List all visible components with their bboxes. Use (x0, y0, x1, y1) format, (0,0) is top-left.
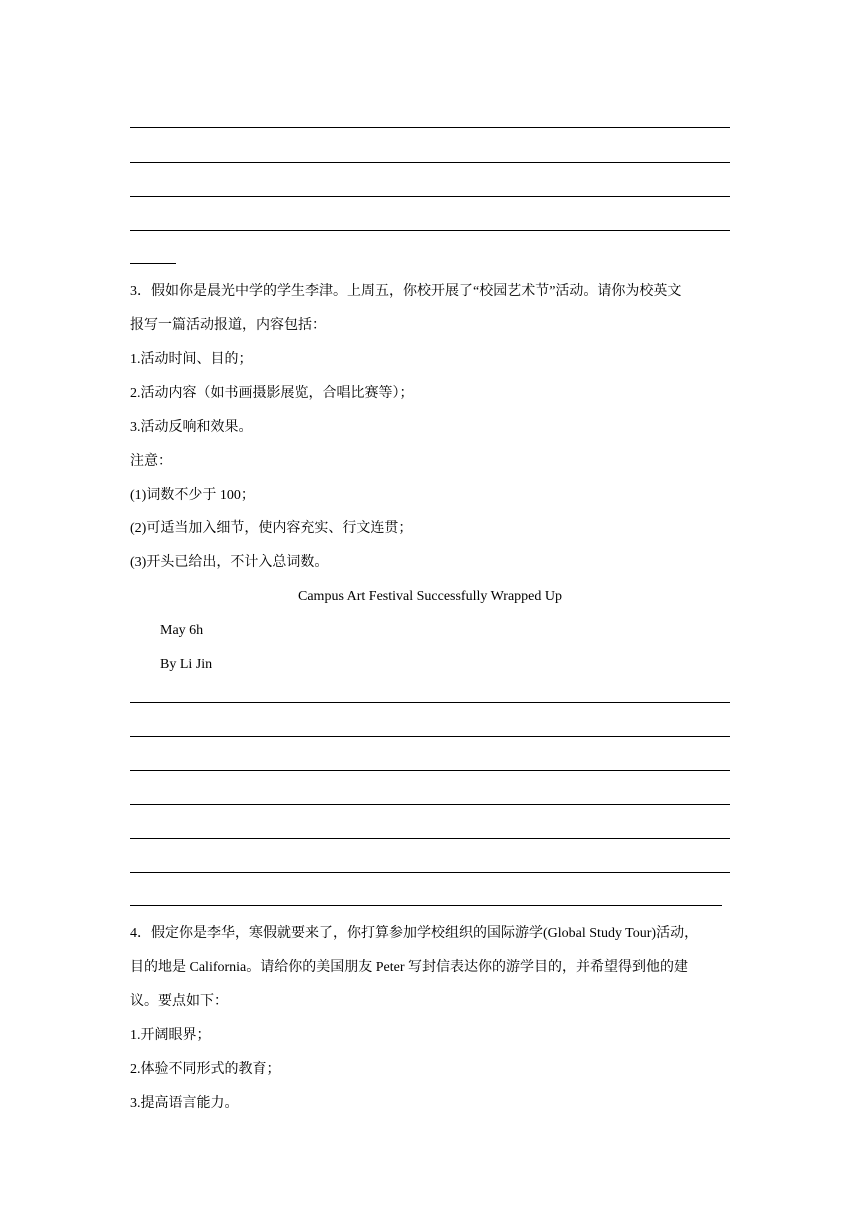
answer-line (130, 838, 730, 839)
answer-line (130, 230, 730, 231)
q3-article-date: May 6h (160, 623, 204, 638)
q4-prompt-line-1: 4．假定你是李华，寒假就要来了，你打算参加学校组织的国际游学(Global Study Tour)活动， (130, 926, 699, 941)
q3-item-2: 2.活动内容（如书画摄影展览，合唱比赛等）； (130, 386, 414, 401)
q4-item-3: 3.提高语言能力。 (130, 1096, 239, 1111)
q3-note-2: (2)可适当加入细节，使内容充实、行文连贯； (130, 521, 413, 536)
answer-line (130, 736, 730, 737)
answer-line (130, 702, 730, 703)
answer-line-short (130, 263, 176, 264)
answer-line (130, 127, 730, 128)
q3-note-3: (3)开头已给出，不计入总词数。 (130, 555, 329, 570)
q3-article-byline: By Li Jin (160, 657, 213, 672)
answer-line (130, 196, 730, 197)
q3-item-1: 1.活动时间、目的； (130, 352, 253, 367)
answer-line (130, 872, 730, 873)
answer-line (130, 905, 722, 906)
q3-article-title: Campus Art Festival Successfully Wrapped Up (298, 589, 562, 604)
q4-prompt-line-3: 议。要点如下： (130, 994, 228, 1009)
q4-prompt-line-2: 目的地是 California。请给你的美国朋友 Peter 写封信表达你的游学目的，并希望得到他的建 (130, 960, 689, 975)
q3-item-3: 3.活动反响和效果。 (130, 420, 253, 435)
q4-item-1: 1.开阔眼界； (130, 1028, 211, 1043)
q4-item-2: 2.体验不同形式的教育； (130, 1062, 281, 1077)
answer-line (130, 770, 730, 771)
answer-line (130, 804, 730, 805)
q3-prompt-line-2: 报写一篇活动报道，内容包括： (130, 318, 326, 333)
answer-line (130, 162, 730, 163)
q3-note-1: (1)词数不少于 100； (130, 488, 255, 503)
q3-notes-title: 注意： (130, 454, 172, 469)
q3-prompt-line-1: 3．假如你是晨光中学的学生李津。上周五，你校开展了“校园艺术节”活动。请你为校英文 (130, 284, 682, 299)
